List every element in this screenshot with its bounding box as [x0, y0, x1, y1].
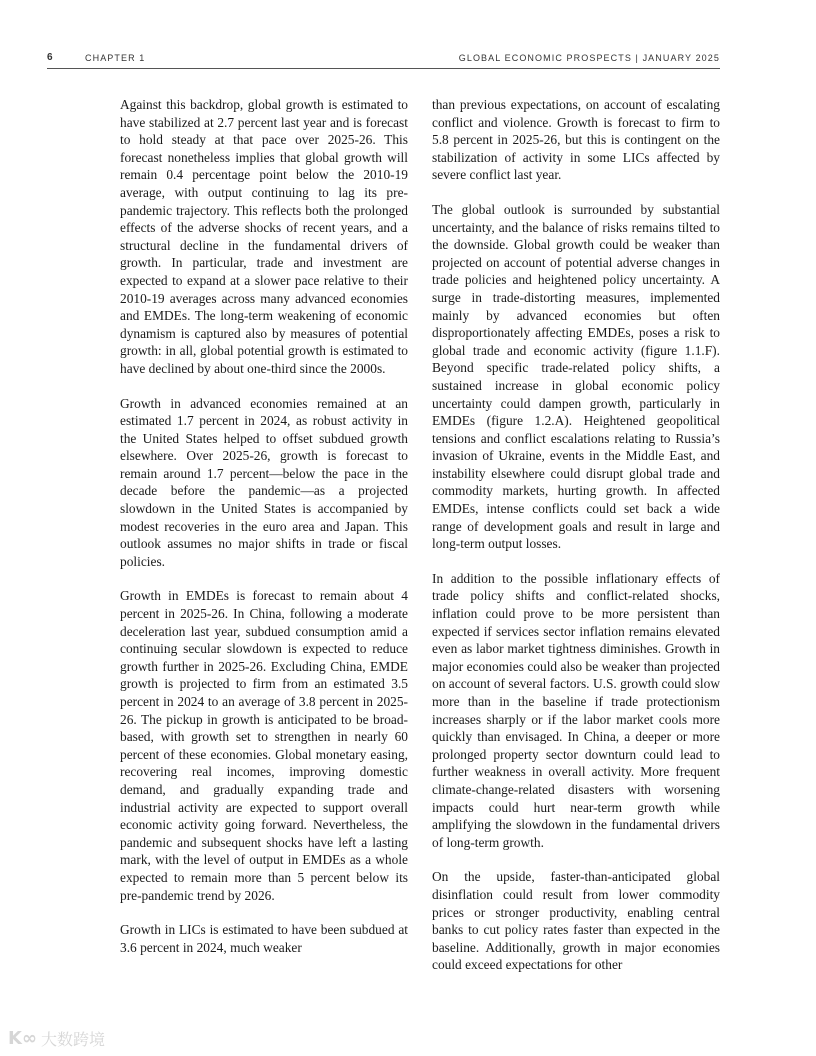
page-number: 6 — [47, 52, 53, 63]
paragraph: Growth in LICs is estimated to have been subdued at 3.6 percent in 2024, much weaker — [120, 922, 408, 955]
running-header — [47, 52, 720, 68]
watermark — [8, 1027, 105, 1050]
watermark-logo-icon: K∞ — [8, 1028, 37, 1049]
header-divider — [47, 68, 720, 69]
paragraph: Growth in EMDEs is forecast to remain about 4 percent in 2025-26. In China, following a moderate deceleration last year, subdued consumption amid a continuing secular slowdown is expected to reduce growth further in 2025-26. Excluding China, EMDE growth is projected to firm from an estimated 3.5 percent in 2024 to an average of 3.8 percent in 2025-26. The pickup in growth is anticipated to be broad-based, with growth set to strengthen in nearly 60 percent of these economies. Global monetary easing, recovering real incomes, improving domestic demand, and gradually expanding trade and industrial activity are expected to support overall economic activity going forward. Nevertheless, the pandemic and subsequent shocks have left a lasting mark, with the level of output in EMDEs as a whole expected to remain more than 5 percent below its pre-pandemic trend by 2026. — [120, 588, 408, 903]
paragraph: On the upside, faster-than-anticipated global disinflation could result from lower commodity prices or stronger productivity, enabling central banks to cut policy rates faster than expected in the baseline. Additionally, growth in major economies could exceed expectations for other — [432, 869, 720, 973]
chapter-label: CHAPTER 1 — [85, 53, 146, 63]
publication-title: GLOBAL ECONOMIC PROSPECTS | JANUARY 2025 — [458, 53, 720, 63]
left-column — [120, 96, 408, 973]
paragraph: than previous expectations, on account of escalating conflict and violence. Growth is forecast to firm to 5.8 percent in 2025-26, but this is contingent on the stabilization of activity in some LICs affected by severe conflict last year. — [432, 97, 720, 183]
paragraph: Growth in advanced economies remained at an estimated 1.7 percent in 2024, as robust activity in the United States helped to offset subdued growth elsewhere. Over 2025-26, growth is forecast to remain around 1.7 percent—below the pace in the decade before the pandemic—as a projected slowdown in the United States is accompanied by modest recoveries in the euro area and Japan. This outlook assumes no major shifts in trade or fiscal policies. — [120, 395, 408, 569]
paragraph: In addition to the possible inflationary effects of trade policy shifts and conflict-related shocks, inflation could prove to be more persistent than expected if services sector inflation remains elevated even as labor market tightness diminishes. Growth in major economies could also be weaker than projected on account of several factors. U.S. growth could slow more than in the baseline if trade protectionism increases sharply or if the labor market cools more quickly than envisaged. In China, a deeper or more prolonged property sector downturn could lead to further weakness in overall activity. More frequent climate-change-related disasters with worsening impacts could hurt near-term growth while amplifying the slowdown in the fundamental drivers of long-term growth. — [432, 570, 720, 850]
right-column — [432, 96, 720, 991]
paragraph: Against this backdrop, global growth is estimated to have stabilized at 2.7 percent last year and is forecast to hold steady at that pace over 2025-26. This forecast nonetheless implies that global growth will remain 0.4 percentage point below the 2010-19 average, with output continuing to lag its pre-pandemic trajectory. This reflects both the prolonged effects of the adverse shocks of recent years, and a structural decline in the fundamental drivers of growth. In particular, trade and investment are expected to expand at a slower pace relative to their 2010-19 averages across many advanced economies and EMDEs. The long-term weakening of economic dynamism is captured also by measures of potential growth: in all, global potential growth is estimated to have declined by about one-third since the 2000s. — [120, 97, 408, 376]
paragraph: The global outlook is surrounded by substantial uncertainty, and the balance of risks remains tilted to the downside. Global growth could be weaker than projected on account of potential adverse changes in trade policies and heightened policy uncertainty. A surge in trade-distorting measures, implemented mainly by advanced economies but often disproportionately affecting EMDEs, poses a risk to global trade and economic activity (figure 1.1.F). Beyond specific trade-related policy shifts, a sustained increase in global economic policy uncertainty could dampen growth, particularly in EMDEs (figure 1.2.A). Heightened geopolitical tensions and conflict escalations relating to Russia’s invasion of Ukraine, events in the Middle East, and instability elsewhere could disrupt global trade and commodity markets, hurting growth. In affected EMDEs, intense conflicts could set back a wide range of development goals and result in large and long-term output losses. — [432, 201, 720, 552]
watermark-text: 大数跨境 — [40, 1030, 105, 1049]
